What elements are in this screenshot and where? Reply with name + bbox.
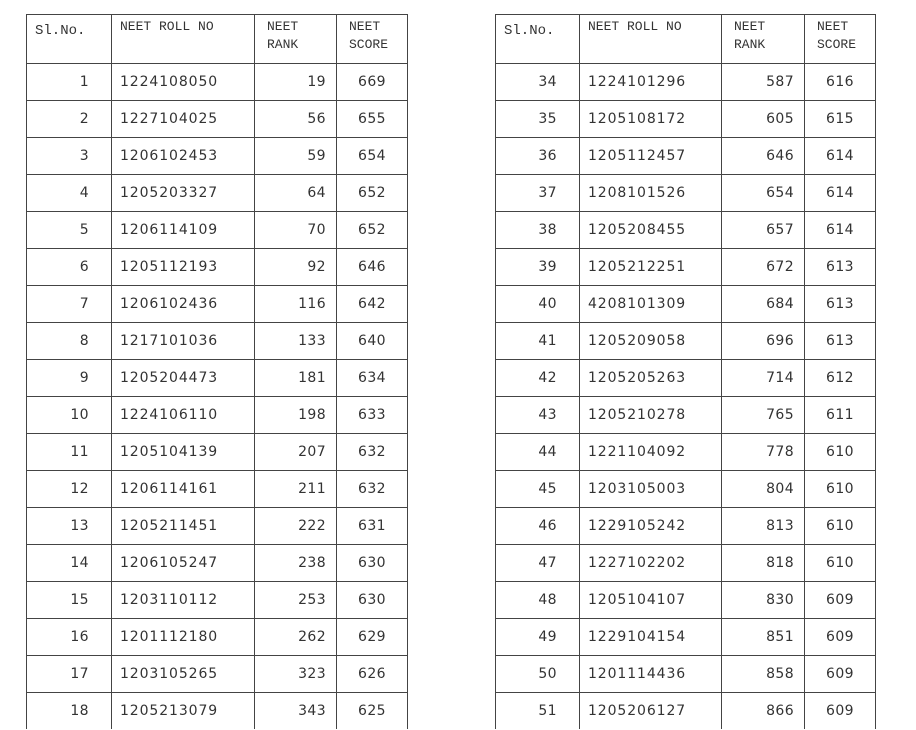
cell-sl-no: 2 [27,101,112,138]
cell-score: 609 [805,693,876,730]
table-row [496,508,876,545]
cell-roll-no: 1205212251 [580,249,722,286]
cell-score: 629 [337,619,408,656]
cell-rank: 804 [722,471,805,508]
cell-roll-no: 1206105247 [112,545,255,582]
header-sl-no: Sl.No. [496,15,580,64]
cell-sl-no: 18 [27,693,112,730]
cell-rank: 64 [255,175,337,212]
cell-score: 610 [805,545,876,582]
table-row [496,249,876,286]
table-row [27,545,408,582]
table-row [496,397,876,434]
cell-score: 609 [805,619,876,656]
cell-sl-no: 16 [27,619,112,656]
cell-sl-no: 45 [496,471,580,508]
cell-sl-no: 43 [496,397,580,434]
cell-sl-no: 4 [27,175,112,212]
cell-roll-no: 1205211451 [112,508,255,545]
results-table-right [495,14,876,729]
cell-rank: 222 [255,508,337,545]
header-rank: NEET RANK [255,15,337,64]
cell-roll-no: 1205108172 [580,101,722,138]
cell-sl-no: 47 [496,545,580,582]
table-body-right [496,64,876,730]
cell-roll-no: 1208101526 [580,175,722,212]
cell-score: 640 [337,323,408,360]
cell-rank: 654 [722,175,805,212]
cell-sl-no: 17 [27,656,112,693]
table-row [27,508,408,545]
cell-roll-no: 1205208455 [580,212,722,249]
cell-score: 610 [805,508,876,545]
cell-score: 613 [805,249,876,286]
table-row [496,360,876,397]
cell-rank: 696 [722,323,805,360]
table-row [496,693,876,730]
table-row [496,286,876,323]
cell-roll-no: 1206114161 [112,471,255,508]
table-row [496,212,876,249]
cell-roll-no: 1205206127 [580,693,722,730]
cell-rank: 181 [255,360,337,397]
cell-score: 631 [337,508,408,545]
cell-rank: 19 [255,64,337,101]
cell-score: 609 [805,656,876,693]
cell-sl-no: 38 [496,212,580,249]
cell-score: 614 [805,175,876,212]
cell-sl-no: 50 [496,656,580,693]
table-row [496,138,876,175]
table-row [27,212,408,249]
table-row [496,545,876,582]
cell-score: 625 [337,693,408,730]
cell-roll-no: 1205204473 [112,360,255,397]
cell-sl-no: 10 [27,397,112,434]
cell-rank: 207 [255,434,337,471]
cell-rank: 262 [255,619,337,656]
cell-roll-no: 1205112193 [112,249,255,286]
cell-score: 610 [805,434,876,471]
cell-rank: 605 [722,101,805,138]
cell-roll-no: 1227104025 [112,101,255,138]
cell-sl-no: 48 [496,582,580,619]
table-row [496,175,876,212]
cell-roll-no: 1203105003 [580,471,722,508]
cell-rank: 133 [255,323,337,360]
cell-roll-no: 1205209058 [580,323,722,360]
cell-sl-no: 35 [496,101,580,138]
table-row [496,471,876,508]
cell-sl-no: 13 [27,508,112,545]
cell-sl-no: 39 [496,249,580,286]
cell-sl-no: 15 [27,582,112,619]
cell-sl-no: 44 [496,434,580,471]
cell-sl-no: 51 [496,693,580,730]
cell-score: 669 [337,64,408,101]
cell-roll-no: 1224101296 [580,64,722,101]
cell-rank: 818 [722,545,805,582]
cell-rank: 253 [255,582,337,619]
cell-rank: 116 [255,286,337,323]
cell-roll-no: 1205104139 [112,434,255,471]
cell-sl-no: 6 [27,249,112,286]
cell-roll-no: 1203110112 [112,582,255,619]
table-row [496,656,876,693]
cell-roll-no: 1227102202 [580,545,722,582]
cell-rank: 587 [722,64,805,101]
cell-score: 609 [805,582,876,619]
cell-score: 613 [805,286,876,323]
cell-sl-no: 8 [27,323,112,360]
cell-sl-no: 42 [496,360,580,397]
cell-rank: 56 [255,101,337,138]
cell-score: 610 [805,471,876,508]
table-row [27,582,408,619]
cell-sl-no: 11 [27,434,112,471]
table-row [27,286,408,323]
table-row [27,471,408,508]
cell-roll-no: 1205205263 [580,360,722,397]
cell-roll-no: 1206102453 [112,138,255,175]
cell-rank: 866 [722,693,805,730]
table-row [27,434,408,471]
cell-score: 615 [805,101,876,138]
cell-score: 642 [337,286,408,323]
cell-sl-no: 36 [496,138,580,175]
cell-roll-no: 1201114436 [580,656,722,693]
cell-roll-no: 1221104092 [580,434,722,471]
table-row [27,619,408,656]
cell-roll-no: 1217101036 [112,323,255,360]
cell-score: 626 [337,656,408,693]
cell-rank: 684 [722,286,805,323]
table-row [27,138,408,175]
header-rank: NEET RANK [722,15,805,64]
cell-roll-no: 1205210278 [580,397,722,434]
table-row [27,323,408,360]
cell-sl-no: 34 [496,64,580,101]
cell-sl-no: 1 [27,64,112,101]
table-row [496,619,876,656]
cell-rank: 343 [255,693,337,730]
cell-roll-no: 1205104107 [580,582,722,619]
cell-score: 632 [337,471,408,508]
cell-sl-no: 3 [27,138,112,175]
cell-score: 633 [337,397,408,434]
table-row [27,249,408,286]
header-row [496,15,876,64]
cell-score: 630 [337,545,408,582]
cell-roll-no: 1229104154 [580,619,722,656]
cell-score: 616 [805,64,876,101]
table-row [496,323,876,360]
cell-roll-no: 1229105242 [580,508,722,545]
header-sl-no: Sl.No. [27,15,112,64]
cell-sl-no: 9 [27,360,112,397]
cell-roll-no: 1206102436 [112,286,255,323]
cell-score: 612 [805,360,876,397]
cell-rank: 198 [255,397,337,434]
cell-score: 614 [805,212,876,249]
cell-score: 652 [337,175,408,212]
cell-sl-no: 12 [27,471,112,508]
cell-rank: 92 [255,249,337,286]
header-score: NEET SCORE [805,15,876,64]
cell-sl-no: 5 [27,212,112,249]
cell-rank: 714 [722,360,805,397]
cell-sl-no: 49 [496,619,580,656]
cell-rank: 323 [255,656,337,693]
table-row [496,582,876,619]
cell-score: 646 [337,249,408,286]
cell-score: 632 [337,434,408,471]
cell-rank: 657 [722,212,805,249]
cell-score: 630 [337,582,408,619]
header-roll-no: NEET ROLL NO [580,15,722,64]
cell-score: 655 [337,101,408,138]
cell-rank: 238 [255,545,337,582]
cell-roll-no: 1203105265 [112,656,255,693]
header-score: NEET SCORE [337,15,408,64]
cell-sl-no: 46 [496,508,580,545]
table-row [27,656,408,693]
cell-sl-no: 41 [496,323,580,360]
cell-rank: 70 [255,212,337,249]
cell-score: 613 [805,323,876,360]
cell-rank: 858 [722,656,805,693]
cell-rank: 813 [722,508,805,545]
cell-rank: 851 [722,619,805,656]
cell-score: 634 [337,360,408,397]
cell-roll-no: 1205112457 [580,138,722,175]
results-table-left [26,14,408,729]
cell-roll-no: 1224108050 [112,64,255,101]
cell-roll-no: 1201112180 [112,619,255,656]
table-row [27,397,408,434]
cell-score: 652 [337,212,408,249]
header-row [27,15,408,64]
table-row [496,434,876,471]
cell-sl-no: 37 [496,175,580,212]
cell-score: 614 [805,138,876,175]
table-row [27,175,408,212]
header-roll-no: NEET ROLL NO [112,15,255,64]
cell-sl-no: 14 [27,545,112,582]
cell-score: 611 [805,397,876,434]
table-row [496,101,876,138]
cell-roll-no: 1224106110 [112,397,255,434]
cell-rank: 59 [255,138,337,175]
table-row [27,360,408,397]
cell-sl-no: 40 [496,286,580,323]
cell-roll-no: 1206114109 [112,212,255,249]
table-row [496,64,876,101]
cell-roll-no: 1205203327 [112,175,255,212]
table-body-left [27,64,408,730]
table-row [27,101,408,138]
cell-rank: 778 [722,434,805,471]
cell-roll-no: 1205213079 [112,693,255,730]
cell-score: 654 [337,138,408,175]
table-row [27,693,408,730]
cell-roll-no: 4208101309 [580,286,722,323]
cell-rank: 646 [722,138,805,175]
cell-sl-no: 7 [27,286,112,323]
cell-rank: 765 [722,397,805,434]
cell-rank: 830 [722,582,805,619]
table-row [27,64,408,101]
cell-rank: 672 [722,249,805,286]
cell-rank: 211 [255,471,337,508]
